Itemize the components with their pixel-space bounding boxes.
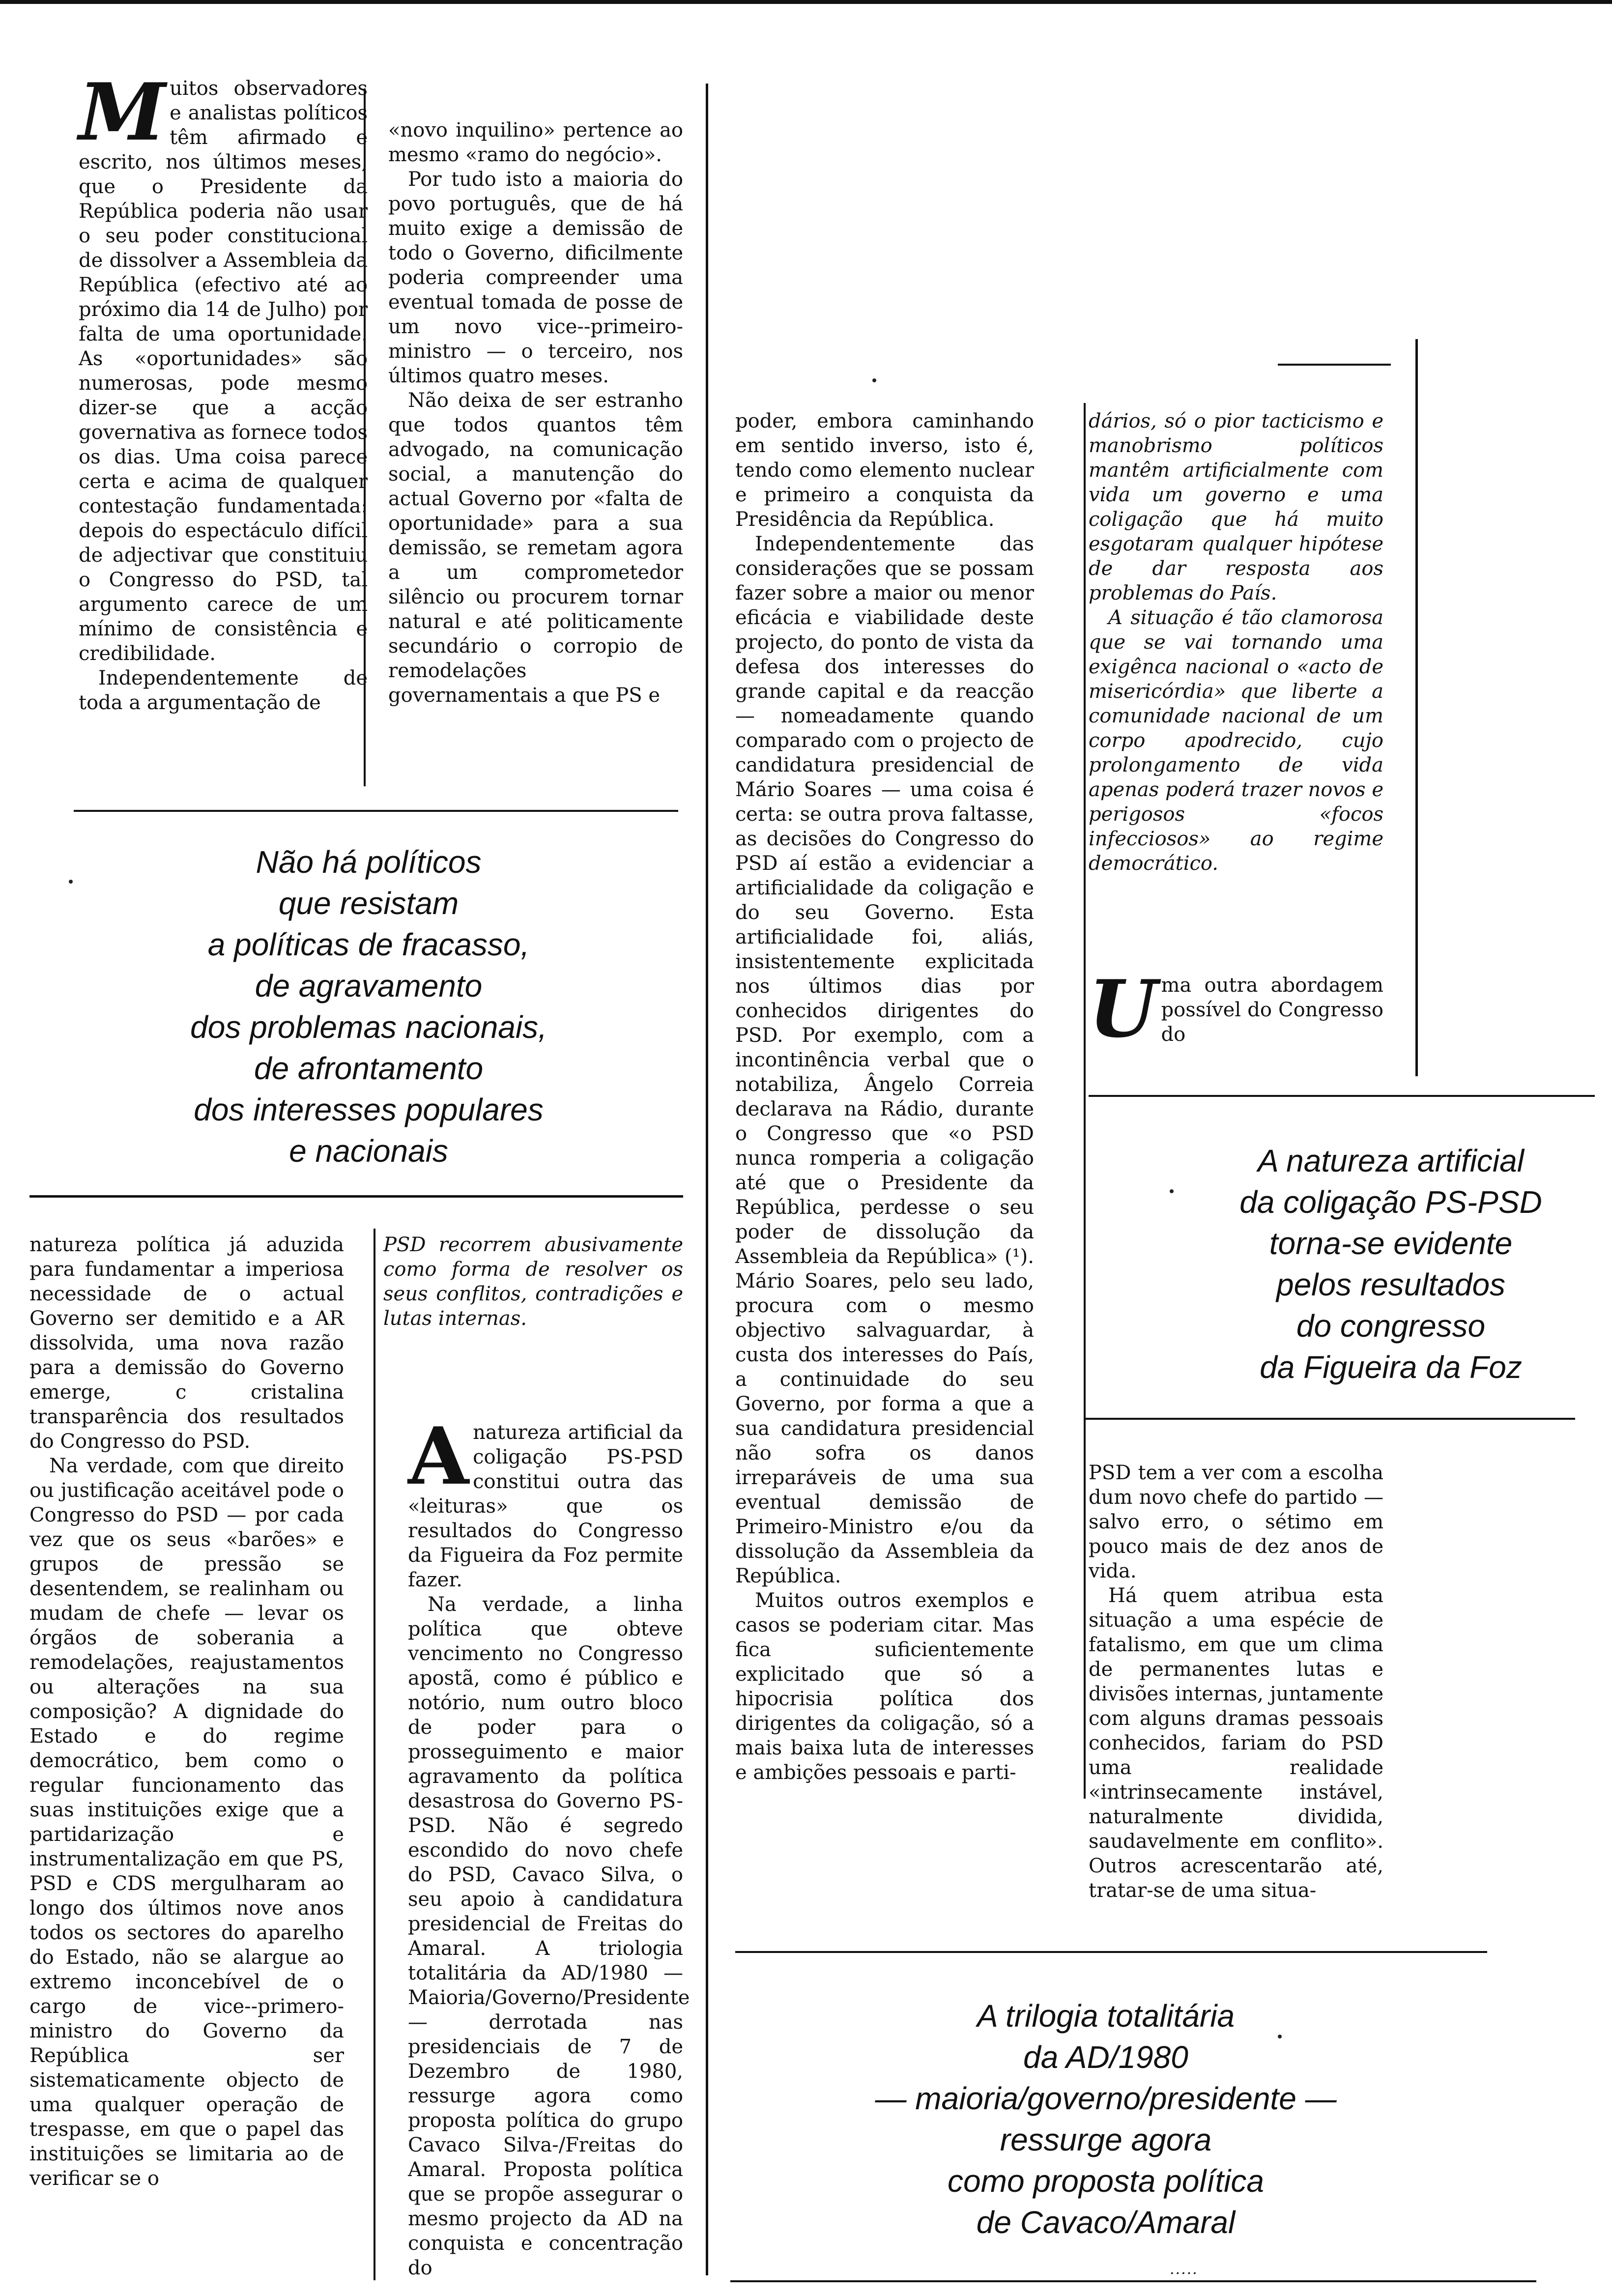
pullquote-1 [123,841,614,1172]
col6-paragraph-2: A situação é tão clamorosa que se vai tornando uma exigênca nacional o «acto de misericórdia» que liberte a comunidade nacional de um corpo apodrecido, cujo prolongamento de vida apenas poderá trazer novos e perigosos «focos infecciosos» ao regime democrático. [1089,606,1383,875]
pullquote-3-line-2: da AD/1980 [1023,2039,1188,2075]
col4b-paragraph-1: natureza artificial da coligação PS-PSD constitui outra das «leituras» que os resultados do Congresso da Figueira da Foz permite fazer. [408,1421,683,1591]
column-rule-3 [1084,403,1086,1799]
scan-speck [1278,2035,1282,2038]
article-column-6b [1089,963,1383,1055]
pullquote-3-line-6: de Cavaco/Amaral [976,2205,1236,2240]
pullquote-1-bottom-rule [29,1195,683,1198]
pullquote-3-line-5: como proposta política [948,2163,1264,2199]
article-column-6 [1089,409,1383,876]
col4-paragraph-1: PSD recorrem abusivamente como forma de resolver os seus conflitos, contradições e lutas internas. [383,1234,683,1330]
top-rule [0,0,1612,4]
col4b-paragraph-2: Na verdade, a linha política que obteve vencimento no Congresso apostã, como é público e notório, num outro bloco de poder para o prosseguimento e maior agravamento da política desastrosa do Governo PS-PSD. Não é segredo escondido do novo chefe do PSD, Cavaco Silva, o seu apoio à candidatura presidencial de Freitas do Amaral. A triologia totalitária da AD/1980 — Maioria/Governo/Presidente — derrotada nas presidenciais de 7 de Dezembro de 1980, ressurge agora como proposta política do grupo Cavaco Silva-/Freitas do Amaral. Proposta política que se propõe assegurar o mesmo projecto da AD na conquista e concentração do [408,1593,690,2279]
article-column-4 [383,1233,683,1331]
col6b-paragraph-1: ma outra abordagem possível do Congresso do [1161,974,1383,1046]
col2-paragraph-1: «novo inquilino» pertence ao mesmo «ramo do negócio». [388,119,683,166]
article-column-2 [388,118,683,708]
col6-paragraph-1: dários, só o pior tacticismo e manobrismo políticos mantêm artificialmente com vida um governo e uma coligação que há muito esgotaram qualquer hipótese de dar resposta aos problemas do País. [1089,410,1383,604]
pullquote-2-line-4: pelos resultados [1276,1267,1506,1302]
article-column-3 [29,1233,344,2191]
pullquote-1-line-2: que resistam [278,886,459,921]
dropcap-m: M [79,66,166,158]
col3-paragraph-2: Na verdade, com que direito ou justificação aceitável pode o Congresso do PSD — por cada vez que os seus «barões» e grupos de pressão se desentendem, se realinham ou mudam de chefe — levar os órgãos de soberania a remodelações, reajustamentos ou alterações na sua composição? A dignidade do Estado e do regime democrático, bem como o regular funcionamento das suas instituições exige que a partidarização e instrumentalização em que PS, PSD e CDS mergulharam ao longo dos últimos nove anos todos os sectores do aparelho do Estado, não se alargue ao extremo inconcebível de o cargo de vice--primero-ministro do Governo da República ser sistematicamente objecto de uma qualquer operação de trespasse, em que o papel das instituições se limitaria ao de verificar se o [29,1455,344,2190]
pullquote-2-line-6: da Figueira da Foz [1260,1349,1522,1385]
pullquote-3-line-4: ressurge agora [1000,2122,1212,2157]
scan-speck [872,378,876,382]
pullquote-1-line-8: e nacionais [289,1133,448,1169]
dropcap-u: U [1089,963,1157,1055]
pullquote-2-top-rule [1089,1095,1595,1097]
col6c-paragraph-1: PSD tem a ver com a escolha dum novo chefe do partido — salvo erro, o sétimo em pouco mais de dez anos de vida. [1089,1462,1383,1582]
col5-paragraph-3: Muitos outros exemplos e casos se poderiam citar. Mas fica suficientemente explicitado que só a hipocrisia política dos dirigentes da coligação, só a mais baixa luta de interesses e ambições pessoais e parti- [735,1589,1034,1784]
pullquote-3 [816,1995,1396,2243]
article-column-5 [735,409,1034,1785]
pullquote-1-line-6: de afrontamento [254,1051,484,1086]
pullquote-2-line-5: do congresso [1296,1308,1486,1344]
col5-paragraph-2: Independentemente das considerações que se possam fazer sobre a maior ou menor eficácia e viabilidade deste projecto, do ponto de vista da defesa dos interesses do grande capital e da reacção — nomeadamente quando comparado com o projecto de candidatura presidencial de Mário Soares — uma coisa é certa: se outra prova faltasse, as decisões do Congresso do PSD aí estão a evidenciar a artificialidade da coligação e do seu Governo. Esta artificialidade foi, aliás, insistentemente explicitada nos últimos dias por conhecidos dirigentes do PSD. Por exemplo, com a incontinência verbal que o notabiliza, Ângelo Correia declarava na Rádio, durante o Congresso que «o PSD nunca romperia a coligação até que o Presidente da República, perdesse o seu poder de dissolução da Assembleia da República» (¹). Mário Soares, pelo seu lado, procura com o mesmo objectivo salvaguardar, à custa dos interesses do País, a continuidade do seu Governo, por forma a que a sua candidatura presidencial não sofra os danos irreparáveis de uma sua eventual demissão de Primeiro-Ministro e/ou da dissolução da Assembleia da República. [735,533,1034,1587]
pullquote-2 [1189,1140,1592,1388]
dropcap-a: A [408,1410,469,1502]
col6c-paragraph-2: Há quem atribua esta situação a uma espécie de fatalismo, em que um clima de permanentes lutas e divisões internas, juntamente com alguns dramas pessoais conhecidos, fariam do PSD uma realidade «intrinsecamente instável, naturalmente dividida, saudavelmente em conflito». Outros acrescentarão até, tratar-se de uma situa- [1089,1584,1383,1902]
scan-speck [69,880,73,884]
footer-mark: ..... [1170,2261,1198,2278]
pullquote-1-line-5: dos problemas nacionais, [190,1009,547,1045]
pullquote-1-line-7: dos interesses populares [194,1092,544,1127]
article-column-6c [1089,1461,1383,1903]
pullquote-3-line-3: — maioria/governo/presidente — [875,2081,1337,2116]
column-rule-2 [706,84,708,2275]
col6-top-rule [1278,364,1391,366]
pullquote-1-top-rule [74,810,678,812]
pullquote-1-line-3: a políticas de fracasso, [207,927,530,962]
pullquote-1-line-1: Não há políticos [256,844,482,880]
pullquote-2-bottom-rule [1084,1418,1575,1420]
scan-speck [1170,1189,1174,1193]
pullquote-2-line-3: torna-se evidente [1269,1226,1513,1261]
col2-paragraph-3: Não deixa de ser estranho que todos quantos têm advogado, na comunicação social, a manutenção do actual Governo por «falta de oportunidade» para a sua demissão, se remetam agora a um comprometedor silêncio ou procurem tornar natural e até politicamente secundário o corropio de remodelações governamentais a que PS e [388,389,683,707]
col1-paragraph-1: uitos observadores e analistas políticos têm afirmado e escrito, nos últimos meses, que o Presidente da República poderia não usar o seu poder constitucional de dissolver a Assembleia da República (efectivo até ao próximo dia 14 de Julho) por falta de uma oportunidade. As «oportunidades» são numerosas, pode mesmo dizer-se que a acção governativa as fornece todos os dias. Uma coisa parece certa e acima de qualquer contestação fundamentada: depois do espectáculo difícil de adjectivar que constituiu o Congresso do PSD, tal argumento carece de um mínimo de consistência e credibilidade. [79,77,368,665]
article-column-4b [408,1410,690,2280]
pullquote-3-line-1: A trilogia totalitária [977,1998,1235,2034]
col2-paragraph-2: Por tudo isto a maioria do povo português, que de há muito exige a demissão de todo o Governo, dificilmente poderia compreender uma eventual tomada de posse de um novo vice--primeiro-ministro — o terceiro, nos últimos quatro meses. [388,168,683,387]
pullquote-3-bottom-rule [730,2280,1536,2282]
col3-paragraph-1: natureza política já aduzida para fundamentar a imperiosa necessidade de o actual Governo ser demitido e a AR dissolvida, uma nova razão para a demissão do Governo emerge, c cristalina transparência dos resultados do Congresso do PSD. [29,1234,344,1453]
col1-paragraph-2: Independentemente de toda a argumentação de [79,667,368,714]
col5-paragraph-1: poder, embora caminhando em sentido inverso, isto é, tendo como elemento nuclear e primeiro a conquista da Presidência da República. [735,410,1034,531]
column-rule-4 [374,1229,375,2280]
pullquote-2-line-2: da coligação PS-PSD [1239,1184,1542,1220]
pullquote-1-line-4: de agravamento [255,968,483,1004]
pullquote-2-line-1: A natureza artificial [1258,1143,1524,1178]
column-rule-5 [1415,339,1418,1076]
article-column-1 [79,66,368,715]
pullquote-3-top-rule [735,1951,1487,1953]
